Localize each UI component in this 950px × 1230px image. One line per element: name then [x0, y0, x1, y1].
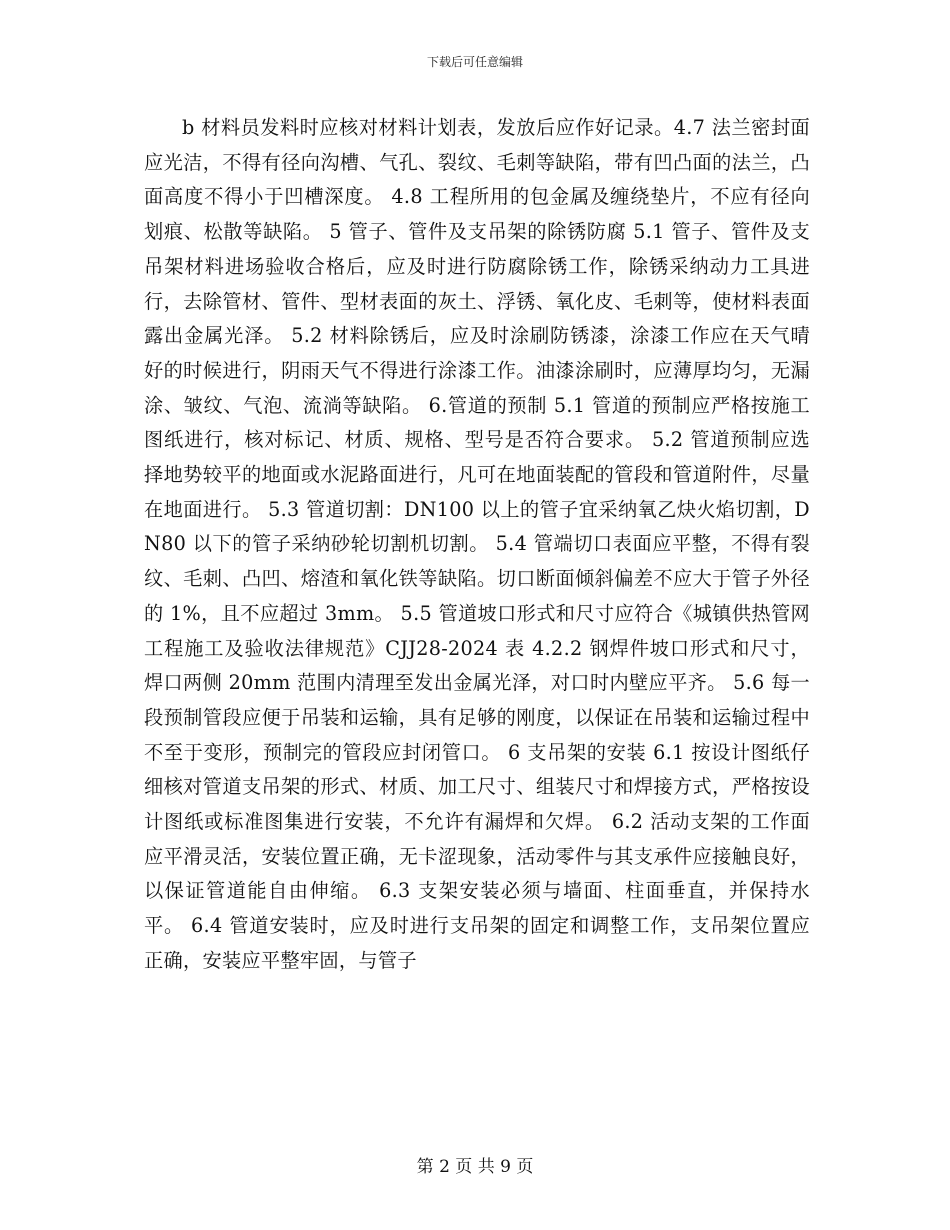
- page-number-footer: 第 2 页 共 9 页: [416, 1157, 534, 1177]
- body-paragraph: b 材料员发料时应核对材料计划表，发放后应作好记录。4.7 法兰密封面应光洁，不得有径向沟槽、气孔、裂纹、毛刺等缺陷，带有凹凸面的法兰，凸面高度不得小于凹槽深度。 4.8 工程所用的包金属及缠绕垫片，不应有径向划痕、松散等缺陷。 5 管子、管件及支吊架的除锈防腐 5.1 管子、管件及支吊架材料进场验收合格后，应及时进行防腐除锈工作，除锈采纳动力工具进行，去除管材、管件、型材表面的灰土、浮锈、氧化皮、毛刺等，使材料表面露出金属光泽。 5.2 材料除锈后，应及时涂刷防锈漆，涂漆工作应在天气晴好的时候进行，阴雨天气不得进行涂漆工作。油漆涂刷时，应薄厚均匀，无漏涂、皱纹、气泡、流淌等缺陷。 6.管道的预制 5.1 管道的预制应严格按施工图纸进行，核对标记、材质、规格、型号是否符合要求。 5.2 管道预制应选择地势较平的地面或水泥路面进行，凡可在地面装配的管段和管道附件，尽量在地面进行。 5.3 管道切割：DN100 以上的管子宜采纳氧乙炔火焰切割，DN80 以下的管子采纳砂轮切割机切割。 5.4 管端切口表面应平整，不得有裂纹、毛刺、凸凹、熔渣和氧化铁等缺陷。切口断面倾斜偏差不应大于管子外径的 1%，且不应超过 3mm。 5.5 管道坡口形式和尺寸应符合《城镇供热管网工程施工及验收法律规范》CJJ28-2024 表 4.2.2 钢焊件坡口形式和尺寸，焊口两侧 20mm 范围内清理至发出金属光泽，对口时内壁应平齐。 5.6 每一段预制管段应便于吊装和运输，具有足够的刚度，以保证在吊装和运输过程中不至于变形，预制完的管段应封闭管口。 6 支吊架的安装 6.1 按设计图纸仔细核对管道支吊架的形式、材质、加工尺寸、组装尺寸和焊接方式，严格按设计图纸或标准图集进行安装，不允许有漏焊和欠焊。 6.2 活动支架的工作面应平滑灵活，安装位置正确，无卡涩现象，活动零件与其支承件应接触良好，以保证管道能自由伸缩。 6.3 支架安装必须与墙面、柱面垂直，并保持水平。 6.4 管道安装时，应及时进行支吊架的固定和调整工作，支吊架位置应正确，安装应平整牢固，与管子: [144, 116, 810, 972]
- page-header: 下载后可任意编辑: [426, 55, 523, 69]
